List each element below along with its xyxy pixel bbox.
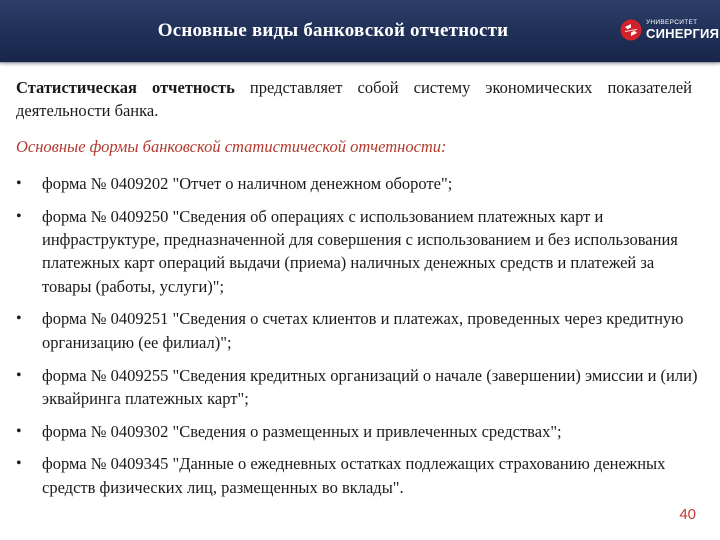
- list-item: [16, 205, 706, 298]
- intro-term: Статистическая отчетность: [16, 78, 235, 97]
- bullet-icon: •: [16, 422, 22, 440]
- slide-title: Основные виды банковской отчетности: [157, 20, 509, 41]
- list-item: [16, 364, 706, 411]
- list-item: [16, 452, 706, 499]
- logo-line-synergy: СИНЕРГИЯ: [646, 26, 720, 41]
- bullet-icon: •: [16, 175, 22, 192]
- list-item-text: форма № 0409302 "Сведения о размещенных и привлеченных средствах";: [42, 421, 562, 441]
- bullet-icon: •: [16, 207, 22, 225]
- list-item: [16, 307, 706, 354]
- page-number: 40: [679, 506, 696, 523]
- list-item-text: форма № 0409255 "Сведения кредитных организаций о начале (завершении) эмиссии и (или) эквайринга платежных карт";: [42, 365, 698, 408]
- bullet-icon: •: [16, 310, 22, 328]
- slide-header: [0, 0, 720, 62]
- list-item-text: форма № 0409251 "Сведения о счетах клиентов и платежах, проведенных через кредитную организацию (ее филиал)";: [42, 309, 684, 352]
- list-item: [16, 420, 706, 443]
- list-item: [16, 172, 706, 195]
- logo-line-university: УНИВЕРСИТЕТ: [646, 19, 698, 26]
- synergy-logo-icon: [620, 19, 642, 41]
- forms-subheading: Основные формы банковской статистической отчетности:: [16, 137, 447, 156]
- intro-paragraph: [16, 76, 692, 122]
- forms-list: [16, 172, 706, 509]
- list-item-text: форма № 0409202 "Отчет о наличном денежном обороте";: [42, 174, 453, 193]
- logo-text: [646, 19, 719, 41]
- intro-text: представляет собой систему экономических показателей деятельности банка.: [16, 78, 692, 120]
- bullet-icon: •: [16, 366, 22, 384]
- header-divider: [0, 62, 720, 63]
- list-item-text: форма № 0409345 "Данные о ежедневных остатках подлежащих страхованию денежных средств физических лиц, размещенных во вклады".: [42, 454, 666, 497]
- list-item-text: форма № 0409250 "Сведения об операциях с использованием платежных карт и инфраструктуре, предназначенной для совершения с использованием и без использования платежных карт операций выдачи (приема) наличных денежных средств и платежей за товары (работы, услуги)";: [42, 206, 678, 296]
- synergy-logo: [620, 16, 720, 46]
- bullet-icon: •: [16, 455, 22, 473]
